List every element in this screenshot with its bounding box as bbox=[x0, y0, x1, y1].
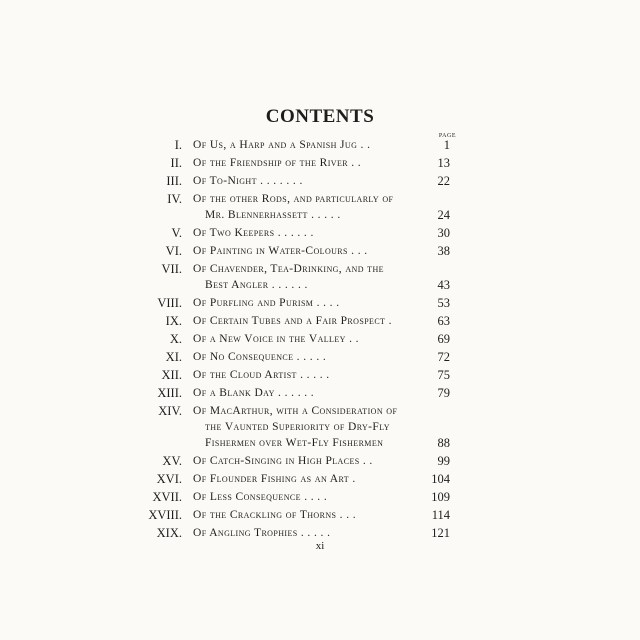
chapter-title: Of the Crackling of Thorns . . . bbox=[193, 509, 357, 521]
chapter-title: Of a New Voice in the Valley . . bbox=[193, 333, 359, 345]
chapter-title: Of Two Keepers . . . . . . bbox=[193, 227, 314, 239]
page-number: 63 bbox=[437, 314, 450, 328]
chapter-number: XVI. bbox=[156, 472, 182, 486]
chapter-title: Of Flounder Fishing as an Art . bbox=[193, 473, 356, 485]
chapter-number: I. bbox=[174, 138, 182, 152]
chapter-title: Of To-Night . . . . . . . bbox=[193, 175, 303, 187]
toc-entry-continuation bbox=[0, 435, 640, 451]
page-number: 104 bbox=[431, 472, 450, 486]
page-number: 43 bbox=[437, 278, 450, 292]
toc-entry bbox=[0, 489, 640, 505]
page-number: 69 bbox=[437, 332, 450, 346]
chapter-title: Of Us, a Harp and a Spanish Jug . . bbox=[193, 139, 371, 151]
page-number: 53 bbox=[437, 296, 450, 310]
chapter-title: Of Painting in Water-Colours . . . bbox=[193, 245, 368, 257]
page-number: 72 bbox=[437, 350, 450, 364]
chapter-number: XI. bbox=[165, 350, 182, 364]
page-number: 38 bbox=[437, 244, 450, 258]
toc-entry-continuation bbox=[0, 207, 640, 223]
page-number: 75 bbox=[437, 368, 450, 382]
page-number: 88 bbox=[437, 436, 450, 450]
toc-entry bbox=[0, 331, 640, 347]
toc-entry bbox=[0, 191, 640, 207]
toc-entry-continuation bbox=[0, 277, 640, 293]
chapter-number: XIV. bbox=[158, 404, 182, 418]
chapter-title: Of Chavender, Tea-Drinking, and the bbox=[193, 263, 384, 275]
page-number: 121 bbox=[431, 526, 450, 540]
folio-page-number: xi bbox=[315, 540, 325, 552]
toc-entry bbox=[0, 367, 640, 383]
chapter-title-continuation: Fishermen over Wet-Fly Fishermen bbox=[205, 437, 384, 449]
page-number: 79 bbox=[437, 386, 450, 400]
page-number: 30 bbox=[437, 226, 450, 240]
page-column-label: PAGE bbox=[438, 133, 456, 139]
chapter-title: Of the Friendship of the River . . bbox=[193, 157, 362, 169]
chapter-number: XIX. bbox=[156, 526, 182, 540]
toc-entry bbox=[0, 137, 640, 153]
chapter-number: VII. bbox=[161, 262, 182, 276]
chapter-title-continuation: Best Angler . . . . . . bbox=[205, 279, 308, 291]
page-number: 24 bbox=[437, 208, 450, 222]
toc-entry bbox=[0, 295, 640, 311]
toc-entry bbox=[0, 155, 640, 171]
page-number: 13 bbox=[437, 156, 450, 170]
chapter-number: VI. bbox=[165, 244, 182, 258]
chapter-title-continuation: Mr. Blennerhassett . . . . . bbox=[205, 209, 341, 221]
page-number: 99 bbox=[437, 454, 450, 468]
toc-entry bbox=[0, 403, 640, 419]
chapter-number: X. bbox=[169, 332, 182, 346]
chapter-title: Of Purfling and Purism . . . . bbox=[193, 297, 340, 309]
chapter-title: Of the other Rods, and particularly of bbox=[193, 193, 394, 205]
chapter-title: Of Angling Trophies . . . . . bbox=[193, 527, 331, 539]
chapter-number: IV. bbox=[167, 192, 182, 206]
chapter-number: XVIII. bbox=[148, 508, 182, 522]
toc-entry bbox=[0, 385, 640, 401]
toc-entry-continuation bbox=[0, 419, 640, 435]
chapter-title: Of Less Consequence . . . . bbox=[193, 491, 328, 503]
toc-entry bbox=[0, 243, 640, 259]
chapter-title: Of MacArthur, with a Consideration of bbox=[193, 405, 398, 417]
page-number: 109 bbox=[431, 490, 450, 504]
toc-entry bbox=[0, 525, 640, 541]
toc-entry bbox=[0, 261, 640, 277]
chapter-number: XVII. bbox=[152, 490, 182, 504]
chapter-number: IX. bbox=[165, 314, 182, 328]
chapter-title: Of the Cloud Artist . . . . . bbox=[193, 369, 330, 381]
chapter-number: V. bbox=[171, 226, 182, 240]
chapter-title: Of Certain Tubes and a Fair Prospect . bbox=[193, 315, 392, 327]
chapter-number: XV. bbox=[162, 454, 182, 468]
page-title: CONTENTS bbox=[265, 106, 375, 127]
toc-entry bbox=[0, 507, 640, 523]
page-number: 22 bbox=[437, 174, 450, 188]
page-number: 1 bbox=[443, 138, 450, 152]
chapter-number: XII. bbox=[161, 368, 182, 382]
toc-entry bbox=[0, 349, 640, 365]
chapter-number: II. bbox=[170, 156, 182, 170]
chapter-title-continuation: the Vaunted Superiority of Dry-Fly bbox=[205, 421, 390, 433]
page-number: 114 bbox=[431, 508, 450, 522]
chapter-title: Of a Blank Day . . . . . . bbox=[193, 387, 315, 399]
toc-entry bbox=[0, 173, 640, 189]
chapter-title: Of No Consequence . . . . . bbox=[193, 351, 327, 363]
chapter-number: VIII. bbox=[157, 296, 182, 310]
toc-entry bbox=[0, 471, 640, 487]
chapter-number: III. bbox=[166, 174, 182, 188]
toc-entry bbox=[0, 225, 640, 241]
chapter-title: Of Catch-Singing in High Places . . bbox=[193, 455, 373, 467]
toc-entry bbox=[0, 313, 640, 329]
toc-entry bbox=[0, 453, 640, 469]
chapter-number: XIII. bbox=[157, 386, 182, 400]
